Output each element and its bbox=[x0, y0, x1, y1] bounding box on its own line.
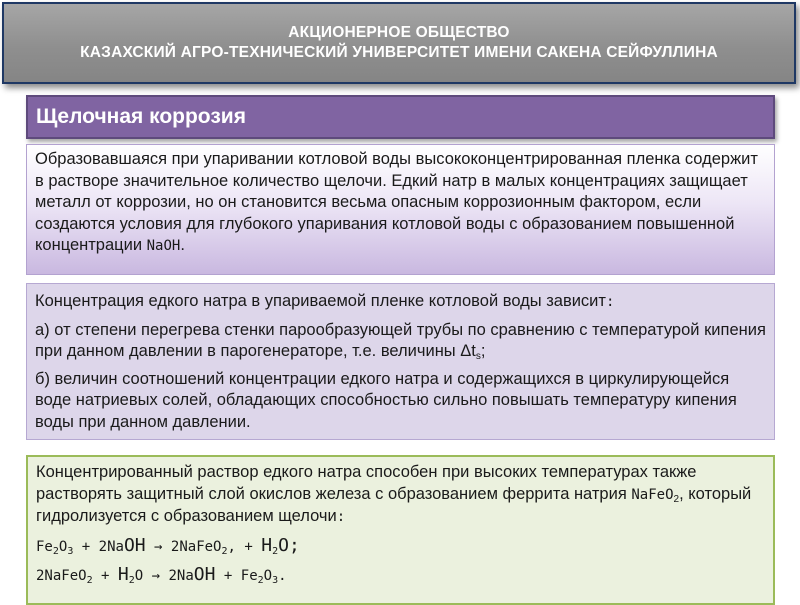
ferrite-reaction-box bbox=[26, 455, 775, 605]
institution-header bbox=[2, 2, 796, 84]
factor-b: б) величин соотношений концентрации едкого натра и содержащихся в циркулирующейся воде натриевых солей, обладающих способностью сильно повышать температуру кипения воды при данном давлении. bbox=[35, 369, 737, 431]
ferrite-paragraph: Концентрированный раствор едкого натра способен при высоких температурах также растворять защитный слой окислов железа с образованием феррита натрия NaFeO$_2$, который гидролизуется с образованием щелочи: bbox=[36, 463, 752, 525]
reaction-equation-2: 2NaFeO$_2$ + $H_2O$ → 2NaOH + $Fe_2O_3$. bbox=[36, 564, 287, 586]
factor-a: а) от степени перегрева стенки парообразующей трубы по сравнению с температурой кипения при данном давлении в парогенераторе, т.е. величины $\Delta t_s$; bbox=[35, 320, 766, 362]
header-line-2: КАЗАХСКИЙ АГРО-ТЕХНИЧЕСКИЙ УНИВЕРСИТЕТ ИМЕНИ САКЕНА СЕЙФУЛЛИНА bbox=[80, 44, 718, 61]
header-line-1: АКЦИОНЕРНОЕ ОБЩЕСТВО bbox=[288, 24, 510, 41]
intro-text-box bbox=[26, 144, 775, 275]
factors-intro: Концентрация едкого натра в упариваемой пленке котловой воды зависит: bbox=[35, 292, 615, 310]
reaction-equation-1: $Fe_2O_3$ + 2NaOH → 2NaFeO$_2$, + $H_2O$; bbox=[36, 534, 300, 557]
naoh-formula: NaOH bbox=[146, 238, 181, 254]
intro-paragraph: Образовавшаяся при упаривании котловой воды высококонцентрированная пленка содержит в растворе значительное количество щелочи. Едкий натр в малых концентрациях защищает металл от коррозии, но он становится весьма опасным коррозионным фактором, если создаются условия для глубокого упаривания котловой воды с образованием повышенной концентрации NaOH. bbox=[35, 150, 758, 254]
concentration-factors-box bbox=[26, 283, 775, 440]
slide-title: Щелочная коррозия bbox=[26, 95, 775, 139]
